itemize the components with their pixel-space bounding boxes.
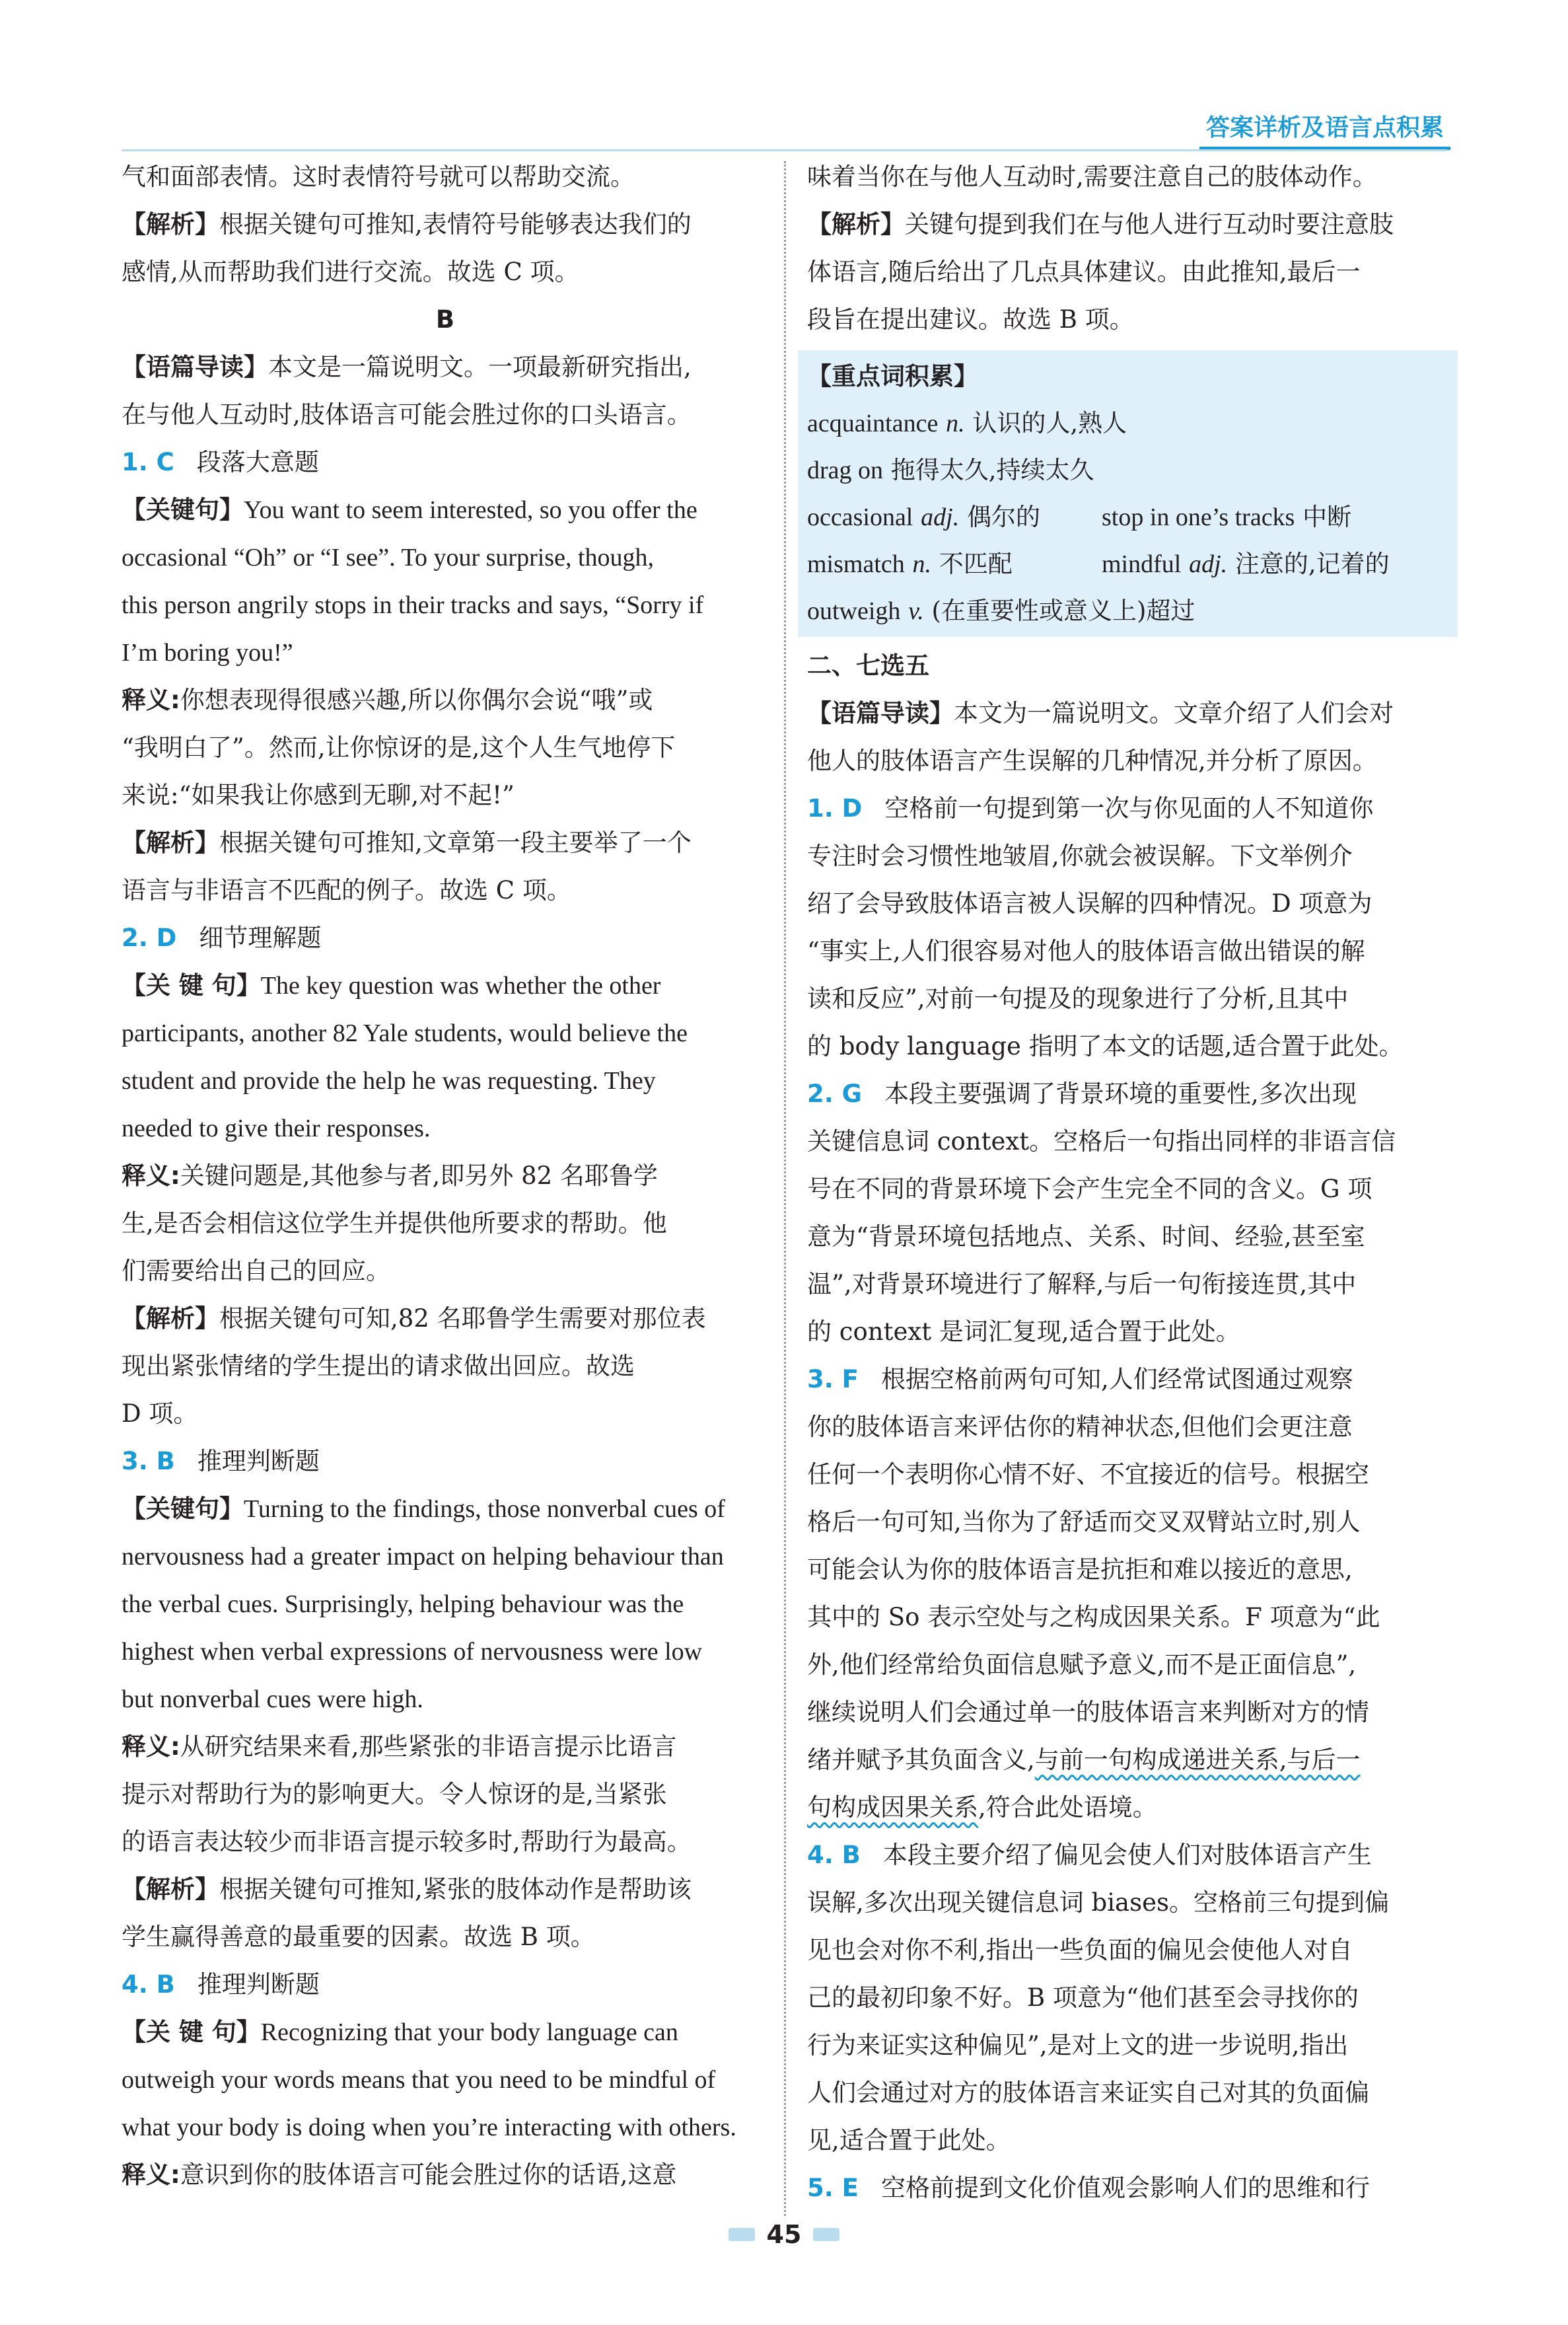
key-sentence-line: this person angrily stops in their tracks and says, “Sorry if <box>122 591 704 619</box>
answer-line: 你的肢体语言来评估你的精神状态,但他们会更注意 <box>807 1413 1353 1441</box>
analysis-text: 根据关键句可推知,紧张的肢体动作是帮助该 <box>219 1875 692 1903</box>
key-sentence-line: the verbal cues. Surprisingly, helping behaviour was the <box>122 1590 684 1618</box>
answer-number: 2. G <box>807 1080 863 1108</box>
analysis-label: 【解析】 <box>122 1304 219 1333</box>
answer-line: 外,他们经常给负面信息赋予意义,而不是正面信息”, <box>807 1650 1357 1679</box>
answer-text: 根据空格前两句可知,人们经常试图通过观察 <box>880 1365 1353 1393</box>
analysis-line: D 项。 <box>122 1399 198 1428</box>
guide-text: 本文是一篇说明文。一项最新研究指出, <box>268 353 692 381</box>
vocab-definition: 注意的,记着的 <box>1234 550 1390 578</box>
answer-text: 空格前提到文化价值观会影响人们的思维和行 <box>880 2174 1370 2202</box>
key-sentence-line: occasional “Oh” or “I see”. To your surprise, though, <box>122 544 654 572</box>
key-sentence-line: highest when verbal expressions of nervousness were low <box>122 1638 703 1666</box>
page-number-text: 45 <box>766 2220 802 2249</box>
key-sentence-line <box>122 1485 769 1533</box>
analysis-line <box>122 201 769 248</box>
vocab-word: occasional <box>807 503 913 531</box>
translation-line <box>122 1152 769 1200</box>
answer-text: 空格前一句提到第一次与你见面的人不知道你 <box>884 794 1374 823</box>
key-sentence-line: student and provide the help he was requesting. They <box>122 1067 656 1095</box>
answer-line: 行为来证实这种偏见”,是对上文的进一步说明,指出 <box>807 2031 1349 2059</box>
answer-line: “事实上,人们很容易对他人的肢体语言做出错误的解 <box>807 937 1365 965</box>
right-column <box>807 153 1458 2212</box>
key-sentence-line: nervousness had a greater impact on helping behaviour than <box>122 1543 724 1570</box>
key-sentence-label: 【关键句】 <box>122 496 244 524</box>
answer-5-line <box>807 2164 1458 2212</box>
vocab-word: outweigh <box>807 597 901 625</box>
section-heading-2: 二、七选五 <box>807 651 929 680</box>
analysis-line <box>122 1295 769 1343</box>
key-sentence-line <box>122 486 769 534</box>
analysis-text: 根据关键句可推知,表情符号能够表达我们的 <box>219 210 692 239</box>
guide-text: 本文为一篇说明文。文章介绍了人们会对 <box>954 699 1394 727</box>
key-sentence-line <box>122 962 769 1010</box>
guide-line <box>807 690 1458 737</box>
key-sentence-text: You want to seem interested, so you offer the <box>244 496 697 524</box>
translation-line <box>122 677 769 724</box>
analysis-label: 【解析】 <box>122 210 219 239</box>
vocab-word: drag on <box>807 457 884 484</box>
answer-number: 3. F <box>807 1365 859 1393</box>
emphasized-text: 与前一句构成递进关系,与后一 <box>1034 1746 1361 1774</box>
translation-line <box>122 1723 769 1771</box>
answer-text: 本段主要强调了背景环境的重要性,多次出现 <box>884 1080 1357 1108</box>
answer-3-line <box>807 1356 1458 1403</box>
column-divider <box>784 161 786 2216</box>
question-type: 段落大意题 <box>196 448 319 476</box>
translation-line: “我明白了”。然而,让你惊讶的是,这个人生气地停下 <box>122 733 676 762</box>
vocab-definition: (在重要性或意义上)超过 <box>931 597 1195 625</box>
text-line: 感情,从而帮助我们进行交流。故选 C 项。 <box>122 258 579 286</box>
question-number: 1. C <box>122 448 174 476</box>
answer-text: 绪并赋予其负面含义, <box>807 1746 1035 1774</box>
answer-line: 格后一句可知,当你为了舒适而交叉双臂站立时,别人 <box>807 1508 1361 1536</box>
translation-line: 们需要给出自己的回应。 <box>122 1257 390 1285</box>
key-sentence-label: 【关 键 句】 <box>122 971 261 1000</box>
answer-line: 绍了会导致肢体语言被人误解的四种情况。D 项意为 <box>807 889 1372 918</box>
answer-line: 号在不同的背景环境下会产生完全不同的含义。G 项 <box>807 1175 1372 1203</box>
analysis-line <box>122 819 769 867</box>
question-3-heading <box>122 1438 769 1485</box>
vocab-pos: adj. <box>1189 550 1228 578</box>
vocab-word: mindful <box>1102 550 1182 578</box>
question-number: 4. B <box>122 1970 175 1999</box>
page-header-title: 答案详析及语言点积累 <box>1199 110 1450 150</box>
vocab-pos: n. <box>912 550 932 578</box>
answer-line: 的 body language 指明了本文的话题,适合置于此处。 <box>807 1032 1404 1060</box>
translation-line <box>122 2151 769 2199</box>
analysis-line <box>807 201 1458 248</box>
answer-line: 任何一个表明你心情不好、不宜接近的信号。根据空 <box>807 1460 1369 1489</box>
translation-line: 生,是否会相信这位学生并提供他所要求的帮助。他 <box>122 1209 667 1237</box>
vocab-word: acquaintance <box>807 410 939 437</box>
analysis-line: 现出紧张情绪的学生提出的请求做出回应。故选 <box>122 1352 635 1380</box>
analysis-line <box>122 1866 769 1913</box>
answer-line: 继续说明人们会通过单一的肢体语言来判断对方的情 <box>807 1698 1369 1726</box>
page-number-bar-left <box>729 2228 755 2241</box>
answer-text: 本段主要介绍了偏见会使人们对肢体语言产生 <box>882 1841 1372 1869</box>
answer-line: 温”,对背景环境进行了解释,与后一句衔接连贯,其中 <box>807 1270 1357 1298</box>
question-1-heading <box>122 439 769 486</box>
translation-label: 释义: <box>122 686 180 714</box>
translation-label: 释义: <box>122 1732 180 1761</box>
answer-line <box>807 1736 1458 1784</box>
answer-text: ,符合此处语境。 <box>978 1793 1157 1822</box>
question-4-heading <box>122 1961 769 2009</box>
answer-2-line <box>807 1070 1458 1118</box>
translation-label: 释义: <box>122 2160 180 2189</box>
question-number: 2. D <box>122 924 177 952</box>
analysis-line: 段旨在提出建议。故选 B 项。 <box>807 305 1134 334</box>
key-sentence-label: 【关键句】 <box>122 1495 244 1523</box>
key-sentence-line: I’m boring you!” <box>122 639 293 667</box>
vocab-pos: v. <box>908 597 924 625</box>
translation-text: 你想表现得很感兴趣,所以你偶尔会说“哦”或 <box>180 686 653 714</box>
key-sentence-text: The key question was whether the other <box>260 972 661 1000</box>
text-line: 在与他人互动时,肢体语言可能会胜过你的口头语言。 <box>122 400 692 429</box>
translation-label: 释义: <box>122 1162 180 1190</box>
section-heading-b: B <box>435 305 455 334</box>
key-sentence-line: participants, another 82 Yale students, would believe the <box>122 1019 688 1047</box>
translation-line: 来说:“如果我让你感到无聊,对不起!” <box>122 781 515 809</box>
vocab-definition: 认识的人,熟人 <box>972 409 1127 437</box>
vocab-pos: adj. <box>921 503 960 531</box>
guide-line <box>122 344 769 391</box>
translation-line: 提示对帮助行为的影响更大。令人惊讶的是,当紧张 <box>122 1780 667 1808</box>
key-sentence-text: Recognizing that your body language can <box>260 2018 678 2046</box>
key-sentence-line: needed to give their responses. <box>122 1115 431 1142</box>
answer-number: 4. B <box>807 1841 861 1869</box>
vocab-row <box>807 540 1448 587</box>
key-sentence-label: 【关 键 句】 <box>122 2018 261 2046</box>
vocab-row <box>807 447 1448 494</box>
key-sentence-line: what your body is doing when you’re interacting with others. <box>122 2114 736 2141</box>
translation-text: 从研究结果来看,那些紧张的非语言提示比语言 <box>180 1732 677 1761</box>
answer-line: 误解,多次出现关键信息词 biases。空格前三句提到偏 <box>807 1888 1389 1917</box>
vocab-definition: 不匹配 <box>939 550 1013 578</box>
analysis-line: 语言与非语言不匹配的例子。故选 C 项。 <box>122 876 571 904</box>
answer-line: 可能会认为你的肢体语言是抗拒和难以接近的意思, <box>807 1555 1353 1584</box>
key-sentence-line: outweigh your words means that you need to be mindful of <box>122 2066 716 2094</box>
answer-line: 意为“背景环境包括地点、关系、时间、经验,甚至室 <box>807 1222 1365 1251</box>
question-type: 细节理解题 <box>199 924 322 952</box>
vocab-row <box>807 494 1448 540</box>
analysis-text: 根据关键句可推知,文章第一段主要举了一个 <box>219 829 692 857</box>
answer-4-line <box>807 1831 1458 1879</box>
answer-line: 见也会对你不利,指出一些负面的偏见会使他人对自 <box>807 1936 1353 1964</box>
header-rule <box>122 149 1446 151</box>
answer-line: 读和反应”,对前一句提及的现象进行了分析,且其中 <box>807 984 1349 1013</box>
vocab-row <box>807 400 1448 447</box>
vocab-pos: n. <box>946 410 965 437</box>
left-column <box>122 153 769 2199</box>
vocabulary-title: 【重点词积累】 <box>807 362 978 390</box>
translation-text: 意识到你的肢体语言可能会胜过你的话语,这意 <box>180 2160 677 2189</box>
text-line: 气和面部表情。这时表情符号就可以帮助交流。 <box>122 163 635 191</box>
analysis-label: 【解析】 <box>122 1875 219 1903</box>
analysis-text: 根据关键句可知,82 名耶鲁学生需要对那位表 <box>219 1304 706 1333</box>
answer-line: 其中的 So 表示空处与之构成因果关系。F 项意为“此 <box>807 1603 1380 1631</box>
key-sentence-text: Turning to the findings, those nonverbal cues of <box>244 1495 725 1523</box>
text-line: 味着当你在与他人互动时,需要注意自己的肢体动作。 <box>807 163 1377 191</box>
vocab-definition: 偶尔的 <box>966 503 1040 531</box>
page-number <box>0 2220 1568 2260</box>
answer-line: 己的最初印象不好。B 项意为“他们甚至会寻找你的 <box>807 1983 1359 2012</box>
vocab-definition: 中断 <box>1302 503 1352 531</box>
answer-number: 1. D <box>807 794 863 823</box>
text-line: 他人的肢体语言产生误解的几种情况,并分析了原因。 <box>807 747 1377 775</box>
question-number: 3. B <box>122 1447 175 1475</box>
key-sentence-line: but nonverbal cues were high. <box>122 1685 423 1713</box>
question-2-heading <box>122 914 769 962</box>
answer-line: 专注时会习惯性地皱眉,你就会被误解。下文举例介 <box>807 842 1353 870</box>
analysis-line: 体语言,随后给出了几点具体建议。由此推知,最后一 <box>807 258 1361 286</box>
vocab-word: stop in one’s tracks <box>1102 503 1295 531</box>
vocabulary-box <box>798 350 1458 637</box>
vocab-row <box>807 587 1448 634</box>
answer-line: 见,适合置于此处。 <box>807 2126 1011 2155</box>
answer-line: 人们会通过对方的肢体语言来证实自己对其的负面偏 <box>807 2079 1369 2107</box>
guide-label: 【语篇导读】 <box>807 699 954 727</box>
answer-line: 关键信息词 context。空格后一句指出同样的非语言信 <box>807 1127 1396 1156</box>
analysis-label: 【解析】 <box>122 829 219 857</box>
page-number-bar-right <box>813 2228 839 2241</box>
answer-line <box>807 1784 1458 1831</box>
analysis-label: 【解析】 <box>807 210 905 239</box>
vocab-definition: 拖得太久,持续太久 <box>890 456 1094 484</box>
emphasized-text: 句构成因果关系 <box>807 1793 978 1822</box>
question-type: 推理判断题 <box>197 1447 320 1475</box>
analysis-line: 学生赢得善意的最重要的因素。故选 B 项。 <box>122 1923 595 1951</box>
answer-1-line <box>807 785 1458 832</box>
guide-label: 【语篇导读】 <box>122 353 268 381</box>
answer-number: 5. E <box>807 2174 859 2202</box>
key-sentence-line <box>122 2009 769 2056</box>
translation-text: 关键问题是,其他参与者,即另外 82 名耶鲁学 <box>180 1162 658 1190</box>
answer-line: 的 context 是词汇复现,适合置于此处。 <box>807 1317 1240 1346</box>
analysis-text: 关键句提到我们在与他人进行互动时要注意肢 <box>905 210 1394 239</box>
question-type: 推理判断题 <box>197 1970 320 1999</box>
translation-line: 的语言表达较少而非语言提示较多时,帮助行为最高。 <box>122 1827 692 1856</box>
vocab-word: mismatch <box>807 550 905 578</box>
